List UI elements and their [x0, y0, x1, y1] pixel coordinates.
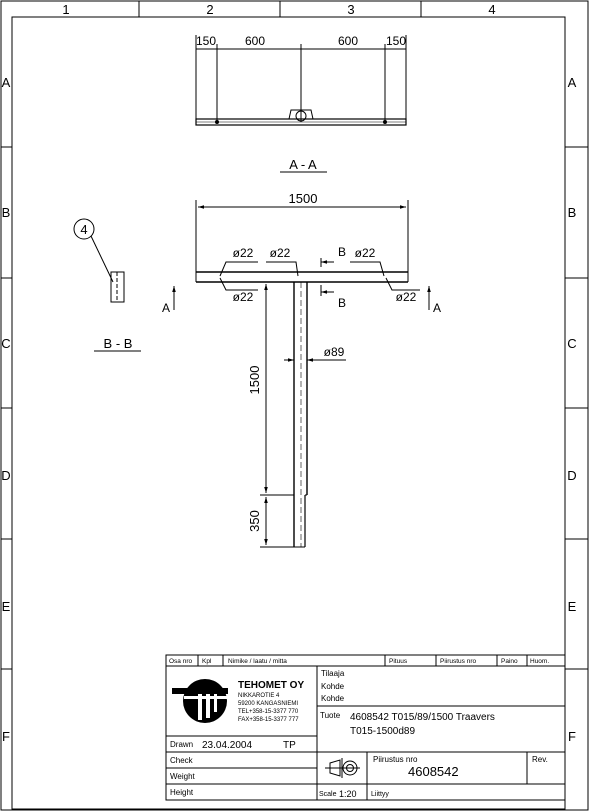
- product-description: 4608542 T015/89/1500 Traavers: [350, 712, 495, 723]
- section-b-label: B - B: [103, 336, 133, 351]
- row-label: A: [1, 75, 11, 90]
- drawn-label: Drawn: [170, 740, 194, 749]
- revision-label: Rev.: [532, 755, 548, 764]
- company-address: FAX+358-15-3377 777: [238, 717, 299, 723]
- header-cell: Huom.: [530, 658, 550, 665]
- row-label: B: [567, 205, 577, 220]
- column-label: 3: [347, 2, 355, 17]
- scale-value: 1:20: [339, 789, 357, 799]
- company-name: TEHOMET OY: [238, 680, 305, 691]
- column-label: 1: [62, 2, 70, 17]
- row-label: C: [567, 336, 577, 351]
- hole-label: ø22: [232, 246, 254, 260]
- dim-label: 150: [385, 34, 407, 48]
- scale-label: Scale: [319, 791, 337, 798]
- kohde-label: Kohde: [321, 682, 345, 691]
- header-cell: Kpl: [202, 658, 212, 665]
- section-a-view: [196, 35, 406, 125]
- tilaaja-label: Tilaaja: [321, 669, 345, 678]
- hole-label: ø22: [354, 246, 376, 260]
- drawn-date: 23.04.2004: [202, 740, 253, 751]
- row-label: F: [2, 729, 10, 744]
- height-label: Height: [170, 788, 194, 797]
- tube-diameter-label: ø89: [323, 345, 345, 359]
- balloon-number: 4: [80, 222, 88, 237]
- product-code: T015-1500d89: [350, 726, 416, 737]
- column-label: 4: [488, 2, 496, 17]
- check-label: Check: [170, 756, 193, 765]
- row-label: B: [1, 205, 11, 220]
- column-label: 2: [206, 2, 214, 17]
- hole-label: ø22: [269, 246, 291, 260]
- insert-length-label: 350: [247, 510, 262, 532]
- front-view: [174, 200, 429, 547]
- row-label: E: [567, 599, 577, 614]
- drawing-number-label: Piirustus nro: [373, 755, 418, 764]
- section-b-marker: B: [337, 296, 347, 310]
- row-label: C: [1, 336, 11, 351]
- dim-label: 600: [337, 34, 359, 48]
- header-cell: Pituus: [389, 658, 408, 665]
- dim-label: 600: [244, 34, 266, 48]
- section-b-marker: B: [337, 245, 347, 259]
- width-dimension: 1500: [288, 191, 318, 206]
- company-address: TEL+358-15-3377 770: [238, 709, 299, 715]
- header-cell: Osa nro: [169, 658, 193, 665]
- tuote-label: Tuote: [320, 711, 341, 720]
- company-address: 59200 KANGASNIEMI: [238, 701, 299, 707]
- header-cell: Piirustus nro: [440, 658, 477, 665]
- liittyy-label: Liittyy: [371, 791, 389, 798]
- tube-length-label: 1500: [247, 365, 262, 395]
- weight-label: Weight: [170, 772, 195, 781]
- header-cell: Nimike / laatu / mitta: [228, 658, 287, 665]
- kohde-label: Kohde: [321, 694, 345, 703]
- row-label: A: [567, 75, 577, 90]
- hole-label: ø22: [232, 290, 254, 304]
- row-label: D: [1, 468, 11, 483]
- company-address: NIKKAROTIE 4: [238, 693, 280, 699]
- section-a-label: A - A: [289, 157, 317, 172]
- header-cell: Paino: [501, 658, 518, 665]
- drawn-by: TP: [283, 740, 296, 751]
- drawing-number: 4608542: [408, 764, 459, 779]
- projection-symbol: [325, 758, 360, 778]
- company-logo: [172, 679, 228, 723]
- row-label: E: [1, 599, 11, 614]
- hole-label: ø22: [395, 290, 417, 304]
- section-a-marker: A: [161, 301, 171, 315]
- row-label: D: [567, 468, 577, 483]
- dim-label: 150: [195, 34, 217, 48]
- section-a-marker: A: [432, 301, 442, 315]
- row-label: F: [568, 729, 576, 744]
